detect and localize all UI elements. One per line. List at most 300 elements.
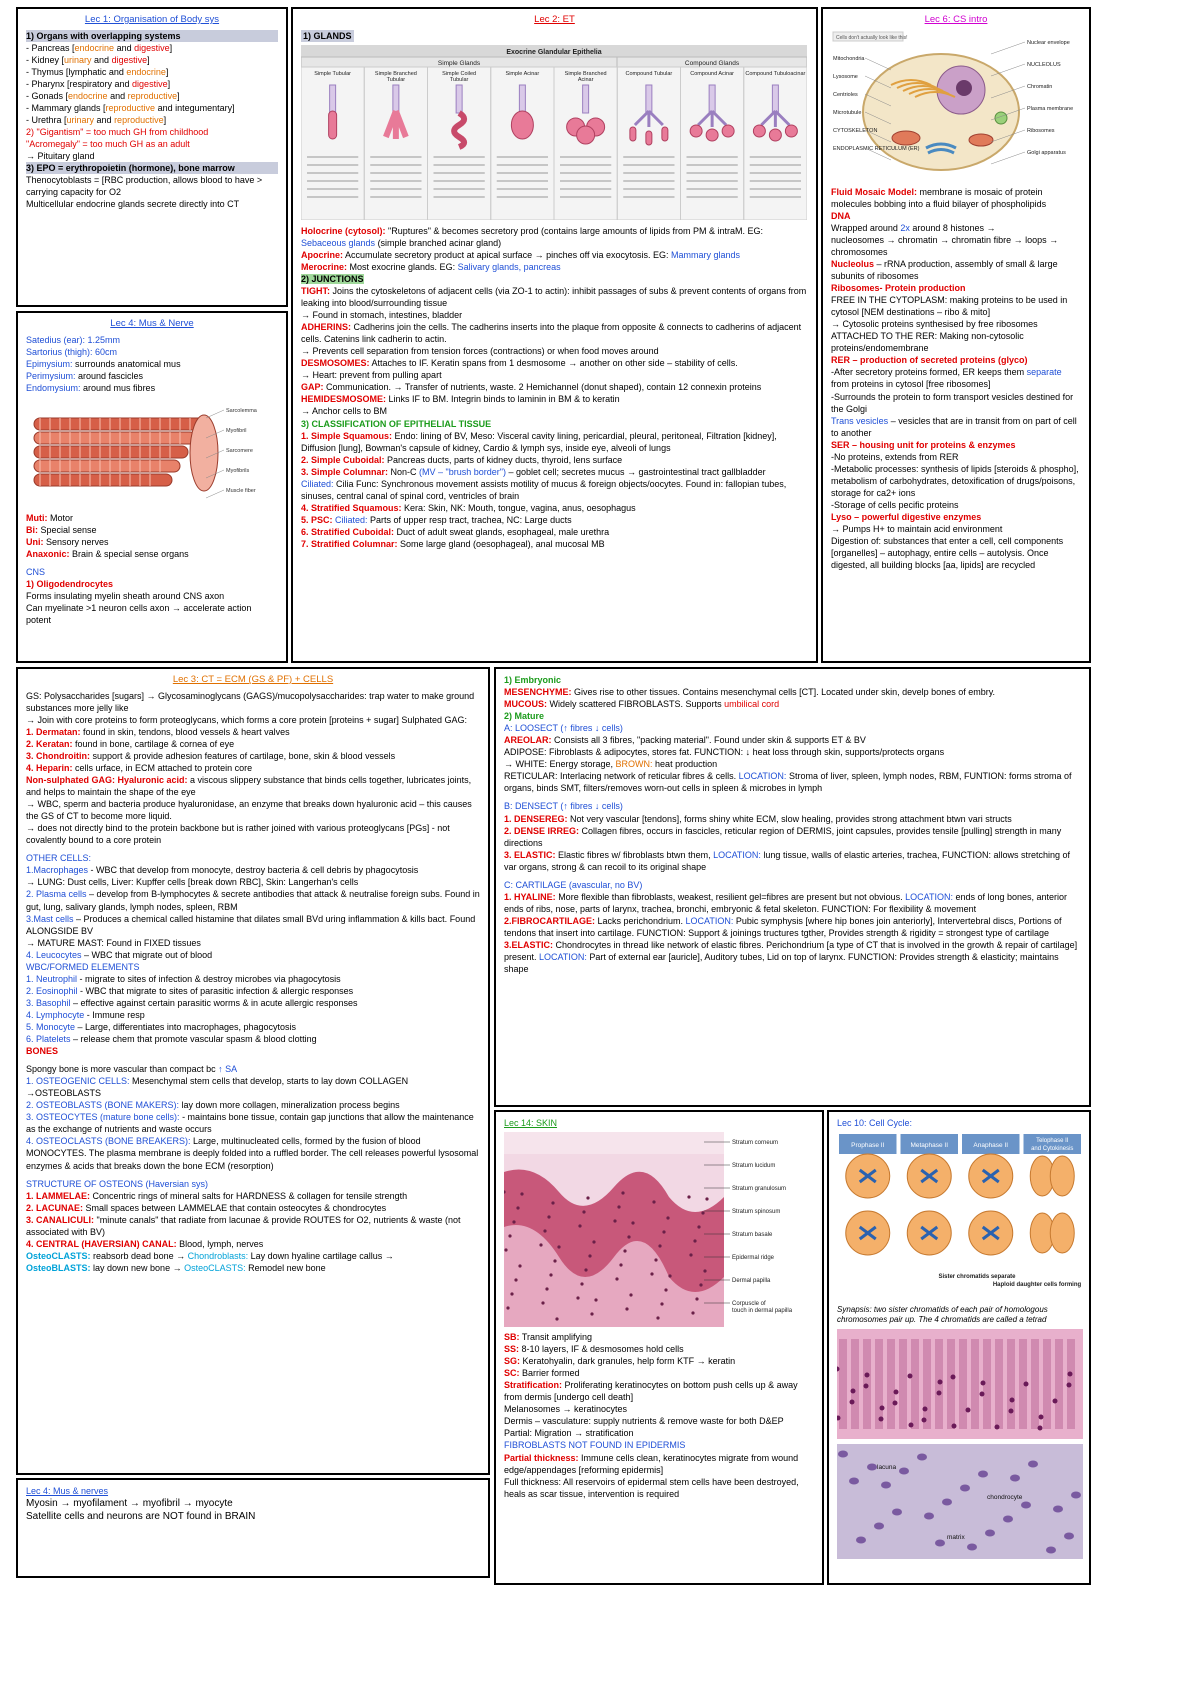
gland-duct bbox=[519, 85, 525, 113]
text-span: Joins the cytoskeletons of adjacent cells (via ZO-1 to actin): inhibit passages of subs & prevent contents of organs from leaking into blood/surrounding tissue bbox=[301, 286, 807, 309]
columnar-cell bbox=[911, 1339, 919, 1429]
cell-nucleus bbox=[547, 1215, 550, 1218]
phase-label: and Cytokinesis bbox=[1031, 1146, 1074, 1153]
text-line bbox=[26, 174, 278, 198]
text-span: OsteoBLASTS: bbox=[26, 1262, 91, 1273]
text-span: Pubic symphysis [where hip bones join anteriorly], Intervertebral discs, Portions of tendons that insert into cartilage. FUNCTION: Support & joinings tructures tgther, Provides strength & rigidity = strongest type of cartilage bbox=[504, 915, 1062, 938]
text-span: Anaxonic: bbox=[26, 549, 70, 560]
cell-nucleus bbox=[615, 1277, 618, 1280]
text-span: 1) Oligodendrocytes bbox=[26, 579, 114, 590]
text-line bbox=[26, 66, 278, 78]
lec3-panel bbox=[16, 667, 490, 1475]
text-span: Ciliated: bbox=[335, 514, 368, 525]
cell-nucleus bbox=[504, 1248, 507, 1251]
text-span: SER – housing unit for proteins & enzymes bbox=[831, 439, 1016, 450]
text-line bbox=[26, 334, 278, 346]
text-span: 5. Monocyte bbox=[26, 1021, 76, 1032]
text-line bbox=[504, 800, 1081, 812]
cell-nucleus bbox=[851, 1389, 856, 1394]
cell-nucleus bbox=[654, 1258, 657, 1261]
lec6-content bbox=[831, 186, 1081, 572]
cell-nucleus bbox=[549, 1273, 552, 1276]
text-span: Myosin → myofilament → myofibril → myocyte bbox=[26, 1498, 233, 1510]
text-span: Muti: bbox=[26, 512, 48, 523]
text-span: Stroma of liver, spleen, lymph nodes, RBM, FUNTION: forms stroma of organs, binds SMT, filters/removes worn-out cells in spleen & microbes in lymph bbox=[504, 771, 1072, 794]
cell-nucleus bbox=[594, 1298, 597, 1301]
text-line bbox=[26, 997, 480, 1009]
gland-secretory bbox=[769, 129, 781, 141]
text-line bbox=[504, 674, 1081, 686]
figure-title: Exocrine Glandular Epithelia bbox=[506, 48, 602, 56]
text-span: ATTACHED TO THE RER: Making non-cytosolic proteins/endomembrane bbox=[831, 331, 1024, 354]
text-span: ADIPOSE: Fibroblasts & adipocytes, stores fat. FUNCTION: ↓ heat loss through skin, supports/protects organs bbox=[504, 747, 945, 758]
cell-nucleus bbox=[995, 1425, 1000, 1430]
text-span bbox=[26, 115, 166, 125]
chondrocyte bbox=[1028, 1461, 1038, 1468]
column-label: Simple Acinar bbox=[505, 70, 540, 77]
columnar-cell bbox=[995, 1339, 1003, 1429]
text-line bbox=[504, 746, 1081, 758]
cell-nucleus bbox=[1068, 1372, 1073, 1377]
cell-nucleus bbox=[701, 1211, 704, 1214]
cell-nucleus bbox=[576, 1296, 579, 1299]
muscle-label: Myofibrils bbox=[226, 467, 250, 474]
text-line bbox=[504, 1379, 814, 1403]
text-span: DESMOSOMES: bbox=[301, 358, 370, 369]
text-line bbox=[26, 1202, 480, 1214]
text-span: Motor bbox=[47, 512, 74, 523]
cell-nucleus bbox=[880, 1406, 885, 1411]
text-span: 3. Basophil bbox=[26, 997, 71, 1008]
fiber-end bbox=[190, 415, 218, 491]
text-line bbox=[26, 524, 278, 536]
micro-label: chondrocyte bbox=[987, 1494, 1023, 1502]
text-line bbox=[504, 813, 1081, 825]
cell-nucleus bbox=[689, 1253, 692, 1256]
text-line bbox=[301, 345, 808, 357]
text-span: RETICULAR: Interlacing network of reticular fibres & cells. bbox=[504, 771, 739, 782]
cell bbox=[1050, 1156, 1074, 1196]
text-span: 1) Organs with overlapping systems bbox=[26, 30, 181, 41]
gland-secretory bbox=[662, 127, 668, 141]
text-span: reabsorb dead bone → bbox=[90, 1250, 188, 1261]
lec6-title: Lec 6: CS intro bbox=[924, 14, 988, 25]
text-span: Perimysium: bbox=[26, 370, 76, 381]
text-span: Proliferating keratinocytes on bottom push cells up & away from dermis [undergo cell death] bbox=[504, 1380, 798, 1403]
text-span: Gives rise to other tissues. Contains mesenchymal cells [CT]. Located under skin, develp bones of embry. bbox=[571, 687, 996, 698]
text-span: Widely scattered FIBROBLASTS. Supports bbox=[547, 699, 725, 710]
chondrocyte bbox=[867, 1464, 877, 1471]
text-span: Accumulate secretory product at apical surface → pinches off via exocytosis. EG: bbox=[343, 249, 672, 260]
cell-label: Mitochondria bbox=[833, 55, 865, 62]
text-span: Blood, lymph, nerves bbox=[176, 1238, 264, 1249]
muscle-fiber-diagram bbox=[26, 398, 278, 508]
cell-nucleus bbox=[631, 1221, 634, 1224]
text-span: -No proteins, extends from RER bbox=[831, 451, 959, 462]
columnar-cell bbox=[947, 1339, 955, 1429]
text-line bbox=[504, 939, 1081, 975]
cell-nucleus bbox=[629, 1293, 632, 1296]
text-span: → does not directly bind to the protein backbone but is rather joined with various proteoglycans [PGs] - not covalently bound to a core protein bbox=[26, 823, 450, 846]
text-line bbox=[26, 1250, 480, 1262]
text-span: → Found in stomach, intestines, bladder bbox=[301, 310, 463, 321]
mitochondria bbox=[969, 134, 993, 146]
cell-nucleus bbox=[658, 1244, 661, 1247]
figure-note: Cells don't actually look like this! bbox=[836, 34, 908, 41]
cell-nucleus bbox=[623, 1249, 626, 1252]
cell-nucleus bbox=[557, 1245, 560, 1248]
cell-nucleus bbox=[553, 1259, 556, 1262]
text-span: 3) CLASSIFICATION OF EPITHELIAL TISSUE bbox=[301, 418, 492, 429]
chondrocyte bbox=[849, 1478, 859, 1485]
text-line bbox=[26, 888, 480, 912]
text-line bbox=[301, 273, 808, 285]
skin-label: Stratum spinosum bbox=[732, 1209, 781, 1216]
text-span: 1. Dermatan: bbox=[26, 726, 81, 737]
lec14-title: Lec 14: SKIN bbox=[504, 1118, 558, 1128]
columnar-cell bbox=[923, 1339, 931, 1429]
gland-duct bbox=[330, 85, 336, 113]
columnar-cell bbox=[1055, 1339, 1063, 1429]
lec4-content-bottom bbox=[26, 512, 278, 626]
text-line bbox=[301, 285, 808, 309]
lec6-panel bbox=[821, 7, 1091, 663]
skin-label: Stratum basale bbox=[732, 1232, 773, 1239]
text-line bbox=[26, 738, 480, 750]
text-line bbox=[504, 1439, 814, 1451]
text-span: – rRNA production, assembly of small & large subunits of ribosomes bbox=[831, 259, 1058, 282]
text-span: Melanosomes → keratinocytes bbox=[504, 1404, 628, 1415]
text-span: 3) EPO = erythropoietin (hormone), bone marrow bbox=[26, 163, 235, 174]
text-span: 3. OSTEOCYTES (mature bone cells): bbox=[26, 1112, 180, 1123]
text-span: and integumentary] bbox=[155, 103, 235, 113]
text-span: – Large, differentiates into macrophages, phagocytosis bbox=[75, 1021, 297, 1032]
text-line bbox=[831, 391, 1081, 415]
text-span: 4. Heparin: bbox=[26, 763, 73, 773]
text-line bbox=[26, 198, 278, 210]
cell-nucleus bbox=[580, 1282, 583, 1285]
cycle-label: Sister chromatids separate bbox=[938, 1274, 1016, 1281]
cartilage-bg bbox=[837, 1444, 1083, 1559]
text-span: (simple branched acinar gland) bbox=[375, 237, 502, 248]
cell-nucleus bbox=[510, 1292, 513, 1295]
text-line bbox=[26, 1045, 480, 1057]
text-line bbox=[26, 774, 480, 798]
phase-label: Metaphase II bbox=[910, 1142, 949, 1150]
chondrocyte bbox=[1071, 1492, 1081, 1499]
text-line bbox=[26, 1497, 480, 1510]
text-span: LOCATION: bbox=[685, 915, 734, 926]
cell-nucleus bbox=[864, 1384, 869, 1389]
text-line bbox=[504, 770, 1081, 794]
column-label: Simple Branched bbox=[374, 70, 417, 77]
text-line bbox=[26, 1033, 480, 1045]
cell-nucleus bbox=[1053, 1399, 1058, 1404]
lec4-content-top bbox=[26, 334, 278, 394]
cell-nucleus bbox=[705, 1197, 708, 1200]
text-span bbox=[26, 91, 180, 101]
text-span: endocrine bbox=[68, 90, 108, 101]
text-span: LOCATION: bbox=[713, 849, 761, 860]
column-label: Tubular bbox=[449, 76, 469, 83]
text-line bbox=[26, 102, 278, 114]
text-line bbox=[301, 418, 808, 430]
text-span: - Immune resp bbox=[84, 1009, 145, 1020]
text-line bbox=[504, 891, 1081, 915]
text-line bbox=[831, 463, 1081, 499]
text-span: 4. Leucocytes bbox=[26, 949, 82, 960]
text-span: – effective against certain parasitic worms & in acute allergic responses bbox=[70, 997, 358, 1008]
text-span: Ribosomes- Protein production bbox=[831, 283, 966, 294]
text-span: -Metabolic processes: synthesis of lipids [steroids & phospho], metabolism of carbohydrates, detoxification of drugs/poisons, storage for ca2+ ions bbox=[831, 463, 1079, 498]
chondrocyte bbox=[1053, 1506, 1063, 1513]
text-line bbox=[26, 1099, 480, 1111]
text-span: digestive bbox=[134, 42, 170, 53]
chondrocyte bbox=[978, 1471, 988, 1478]
cell-nucleus bbox=[652, 1200, 655, 1203]
text-span: → Prevents cell separation from tension forces (contractions) or when food moves around bbox=[301, 346, 659, 357]
text-line bbox=[831, 318, 1081, 330]
lec2-panel bbox=[291, 7, 818, 663]
chondrocyte bbox=[856, 1537, 866, 1544]
cell-nucleus bbox=[582, 1210, 585, 1213]
cell bbox=[1050, 1213, 1074, 1253]
text-span: -Storage of cells pecific proteins bbox=[831, 499, 959, 510]
gland-secretory bbox=[630, 127, 636, 141]
columnar-cell bbox=[875, 1339, 883, 1429]
text-line bbox=[26, 1262, 480, 1274]
text-line bbox=[26, 1009, 480, 1021]
lec14-content bbox=[504, 1331, 814, 1500]
text-span: → Join with core proteins to form proteoglycans, which forms a core protein [proteins + sugar] Sulphated GAG: bbox=[26, 714, 467, 725]
text-line bbox=[26, 54, 278, 66]
text-span: - WBC that migrate to sites of parasitic infection & allergic responses bbox=[77, 985, 354, 996]
text-span: → Anchor cells to BM bbox=[301, 406, 388, 417]
text-span: 2. Simple Cuboidal: bbox=[301, 454, 385, 465]
text-span: Brain & special sense organs bbox=[69, 549, 189, 560]
chondrocyte bbox=[942, 1499, 952, 1506]
text-span: - migrate to sites of infection & destroy microbes via phagocytosis bbox=[77, 973, 341, 984]
column-label: Compound Acinar bbox=[690, 70, 734, 77]
text-line bbox=[26, 536, 278, 548]
text-line bbox=[26, 1178, 480, 1190]
text-span: – Produces a chemical called histamine that dilates small BVd uring inflammation & kills bact. Found ALONGSIDE BV bbox=[26, 913, 476, 936]
cell-nucleus bbox=[592, 1240, 595, 1243]
text-line bbox=[26, 1135, 480, 1171]
text-span: 1. OSTEOGENIC CELLS: bbox=[26, 1076, 130, 1087]
text-span: 2. LACUNAE: bbox=[26, 1202, 84, 1213]
cell-label: ENDOPLASMIC RETICULUM (ER) bbox=[833, 145, 920, 152]
text-line bbox=[301, 309, 808, 321]
chondrocyte bbox=[917, 1454, 927, 1461]
gland-secretory bbox=[511, 111, 533, 139]
text-span: – develop from B-lymphocytes & secrete antibodies that attack & neutralise foreign subs. Found in gut, lung, salivary glands, lymph nodes, spleen, RBM bbox=[26, 889, 480, 912]
cell-nucleus bbox=[691, 1311, 694, 1314]
gland-secretory bbox=[722, 125, 734, 137]
text-line bbox=[26, 512, 278, 524]
muscle-label: Muscle fiber bbox=[226, 487, 256, 494]
text-line bbox=[504, 1403, 814, 1415]
text-line bbox=[301, 502, 808, 514]
text-line bbox=[26, 1021, 480, 1033]
gland-secretory bbox=[706, 129, 718, 141]
text-line bbox=[831, 234, 1081, 258]
cell-label: Chromatin bbox=[1027, 83, 1053, 90]
columnar-cell bbox=[971, 1339, 979, 1429]
text-line bbox=[301, 357, 808, 369]
text-line bbox=[26, 1063, 480, 1075]
cell-nucleus bbox=[687, 1195, 690, 1198]
text-span: -After secretory proteins formed, ER keeps them bbox=[831, 367, 1027, 378]
column-label: Tubular bbox=[386, 76, 406, 83]
text-span: lay down more collagen, mineralization process begins bbox=[179, 1100, 400, 1111]
cell-nucleus bbox=[617, 1205, 620, 1208]
chondrocyte bbox=[960, 1485, 970, 1492]
text-span: support & provide adhesion features of cartilage, bone, skin & blood vessels bbox=[90, 750, 396, 761]
cell-nucleus bbox=[660, 1302, 663, 1305]
text-span: LOCATION: bbox=[539, 952, 587, 963]
text-span: and bbox=[94, 115, 115, 126]
text-span: 6. Platelets bbox=[26, 1034, 71, 1045]
text-line bbox=[26, 1214, 480, 1238]
phase-label: Prophase II bbox=[851, 1142, 885, 1150]
text-span: WBC/FORMED ELEMENTS bbox=[26, 961, 140, 972]
ct-types-panel bbox=[494, 667, 1091, 1107]
cell-nucleus bbox=[506, 1306, 509, 1309]
text-span: 1. Simple Squamous: bbox=[301, 430, 393, 441]
text-span: 2x bbox=[900, 222, 910, 233]
text-span: Digestion of: substances that enter a cell, cell components [organelles] – autophagy, entire cells – autolysis. Once digested, all building blocks [aa, lipids] are recycled bbox=[831, 536, 1064, 571]
text-span: ] bbox=[177, 90, 180, 101]
myofibril bbox=[34, 460, 180, 472]
text-line bbox=[26, 1238, 480, 1250]
text-span: Lyso – powerful digestive enzymes bbox=[831, 511, 982, 522]
gland-secretory bbox=[329, 111, 337, 139]
text-line bbox=[26, 726, 480, 738]
text-line bbox=[504, 698, 1081, 710]
chondrocyte bbox=[892, 1509, 902, 1516]
text-line bbox=[504, 849, 1081, 873]
text-span: Lacks perichondrium. bbox=[595, 915, 686, 926]
text-span bbox=[26, 55, 150, 65]
lec2-content bbox=[301, 225, 808, 550]
cell-nucleus bbox=[1010, 1398, 1015, 1403]
text-span: 2. OSTEOBLASTS (BONE MAKERS): bbox=[26, 1100, 180, 1111]
text-span: Merocrine: bbox=[301, 261, 348, 272]
text-line bbox=[504, 710, 1081, 722]
text-line bbox=[26, 973, 480, 985]
cell-nucleus bbox=[627, 1235, 630, 1238]
text-span: 8-10 layers, IF & desmosomes hold cells bbox=[519, 1344, 684, 1355]
lec2-title: Lec 2: ET bbox=[534, 14, 575, 25]
text-line bbox=[26, 937, 480, 949]
text-line bbox=[26, 961, 480, 973]
text-line bbox=[26, 548, 278, 560]
text-span: Keratohyalin, dark granules, help form KTF → keratin bbox=[520, 1356, 736, 1367]
text-span: Stratification: bbox=[504, 1380, 563, 1391]
text-span: 4. CENTRAL (HAVERSIAN) CANAL: bbox=[26, 1238, 177, 1249]
text-line bbox=[26, 1111, 480, 1135]
text-span: 2. DENSE IRREG: bbox=[504, 825, 580, 836]
text-span: 7. Stratified Columnar: bbox=[301, 538, 398, 549]
text-span: Attaches to IF. Keratin spans from 1 desmosome → another on other side – stability of cells. bbox=[369, 358, 738, 369]
text-span: GS: Polysaccharides [sugars] → Glycosaminoglycans (GAGS)/mucopolysaccharides: trap water to make ground substances more jelly like bbox=[26, 690, 475, 713]
chondrocyte bbox=[967, 1544, 977, 1551]
text-span: around 8 histones → bbox=[909, 222, 996, 233]
text-span bbox=[26, 103, 235, 113]
text-span: SS: bbox=[504, 1344, 520, 1355]
text-span: BONES bbox=[26, 1046, 59, 1057]
text-span: C: CARTILAGE (avascular, no BV) bbox=[504, 879, 643, 890]
gland-duct bbox=[583, 85, 589, 113]
text-line bbox=[504, 1476, 814, 1500]
gland-duct bbox=[646, 85, 652, 113]
text-line bbox=[26, 1075, 480, 1099]
cell-label: Lysosome bbox=[833, 73, 858, 80]
text-span: Trans vesicles bbox=[831, 415, 889, 426]
text-span: Nucleolus bbox=[831, 259, 875, 269]
text-line bbox=[26, 150, 278, 162]
cell-nucleus bbox=[668, 1274, 671, 1277]
cell-nucleus bbox=[699, 1283, 702, 1286]
skin-label: Epidermal ridge bbox=[732, 1255, 775, 1262]
text-span: 3. CANALICULI: bbox=[26, 1214, 94, 1225]
text-span: Parts of upper resp tract, trachea, NC: Large ducts bbox=[367, 514, 572, 525]
cell-nucleus bbox=[555, 1317, 558, 1320]
text-line bbox=[504, 1355, 814, 1367]
text-span: 1. DENSEREG: bbox=[504, 813, 568, 824]
skin-label: touch in dermal papilla bbox=[732, 1308, 793, 1315]
stratum-corneum bbox=[504, 1132, 724, 1154]
text-line bbox=[26, 714, 480, 726]
cell-nucleus bbox=[518, 1264, 521, 1267]
text-span: 1) Embryonic bbox=[504, 675, 562, 685]
text-span: 2. Eosinophil bbox=[26, 985, 78, 996]
chondrocyte bbox=[1021, 1502, 1031, 1509]
text-line bbox=[504, 758, 1081, 770]
gland-duct bbox=[456, 85, 462, 113]
text-line bbox=[301, 405, 808, 417]
text-span: urinary bbox=[66, 115, 95, 126]
text-line bbox=[26, 1190, 480, 1202]
text-span: GAP: bbox=[301, 382, 324, 393]
text-span bbox=[26, 79, 170, 89]
text-line bbox=[26, 864, 480, 876]
text-line bbox=[26, 590, 278, 602]
text-line bbox=[831, 439, 1081, 451]
text-span: Cilia Func: Synchronous movement assists motility of mucus & foreign objects/oocytes. Found in: fallopian tubes, sinuses, central canal of spinal cord, ventricles of brain bbox=[301, 478, 787, 501]
text-line bbox=[504, 915, 1081, 939]
mitochondria bbox=[892, 131, 920, 145]
text-span: Sartorius (thigh): 60cm bbox=[26, 346, 118, 357]
text-span: - Thymus [lymphatic and bbox=[26, 66, 127, 77]
text-line bbox=[26, 1510, 480, 1523]
column-label: Acinar bbox=[577, 76, 594, 83]
lec10-title: Lec 10: Cell Cycle: bbox=[837, 1118, 913, 1128]
chondrocyte bbox=[874, 1523, 884, 1530]
text-span: Mesenchymal stem cells that develop, starts to lay down COLLAGEN →OSTEOBLASTS bbox=[26, 1076, 409, 1099]
text-span: Transit amplifying bbox=[519, 1332, 593, 1343]
text-span: - Urethra [ bbox=[26, 115, 67, 126]
text-span: → Heart: prevent from pulling apart bbox=[301, 370, 442, 381]
text-span: STRUCTURE OF OSTEONS (Haversian sys) bbox=[26, 1178, 209, 1189]
text-span: ends of long bones, anterior ends of ribs, nose, parts of larynx, trachea, bronchi, embryonic & fetal skeleton. FUNCTION: For flexibility & movement bbox=[504, 891, 1068, 914]
cartilage-histology-image bbox=[837, 1329, 1083, 1559]
text-span: 3. Simple Columnar: bbox=[301, 466, 389, 477]
cell-nucleus bbox=[879, 1417, 884, 1422]
text-span: ] bbox=[167, 78, 171, 89]
text-span: Large, multinucleated cells, formed by the fusion of blood MONOCYTES. The plasma membrane is deeply folded into a ruffled border. The cell releases powerful lysosomal enzymes & acids that breaks down the bone ECM (resorption) bbox=[26, 1136, 479, 1171]
